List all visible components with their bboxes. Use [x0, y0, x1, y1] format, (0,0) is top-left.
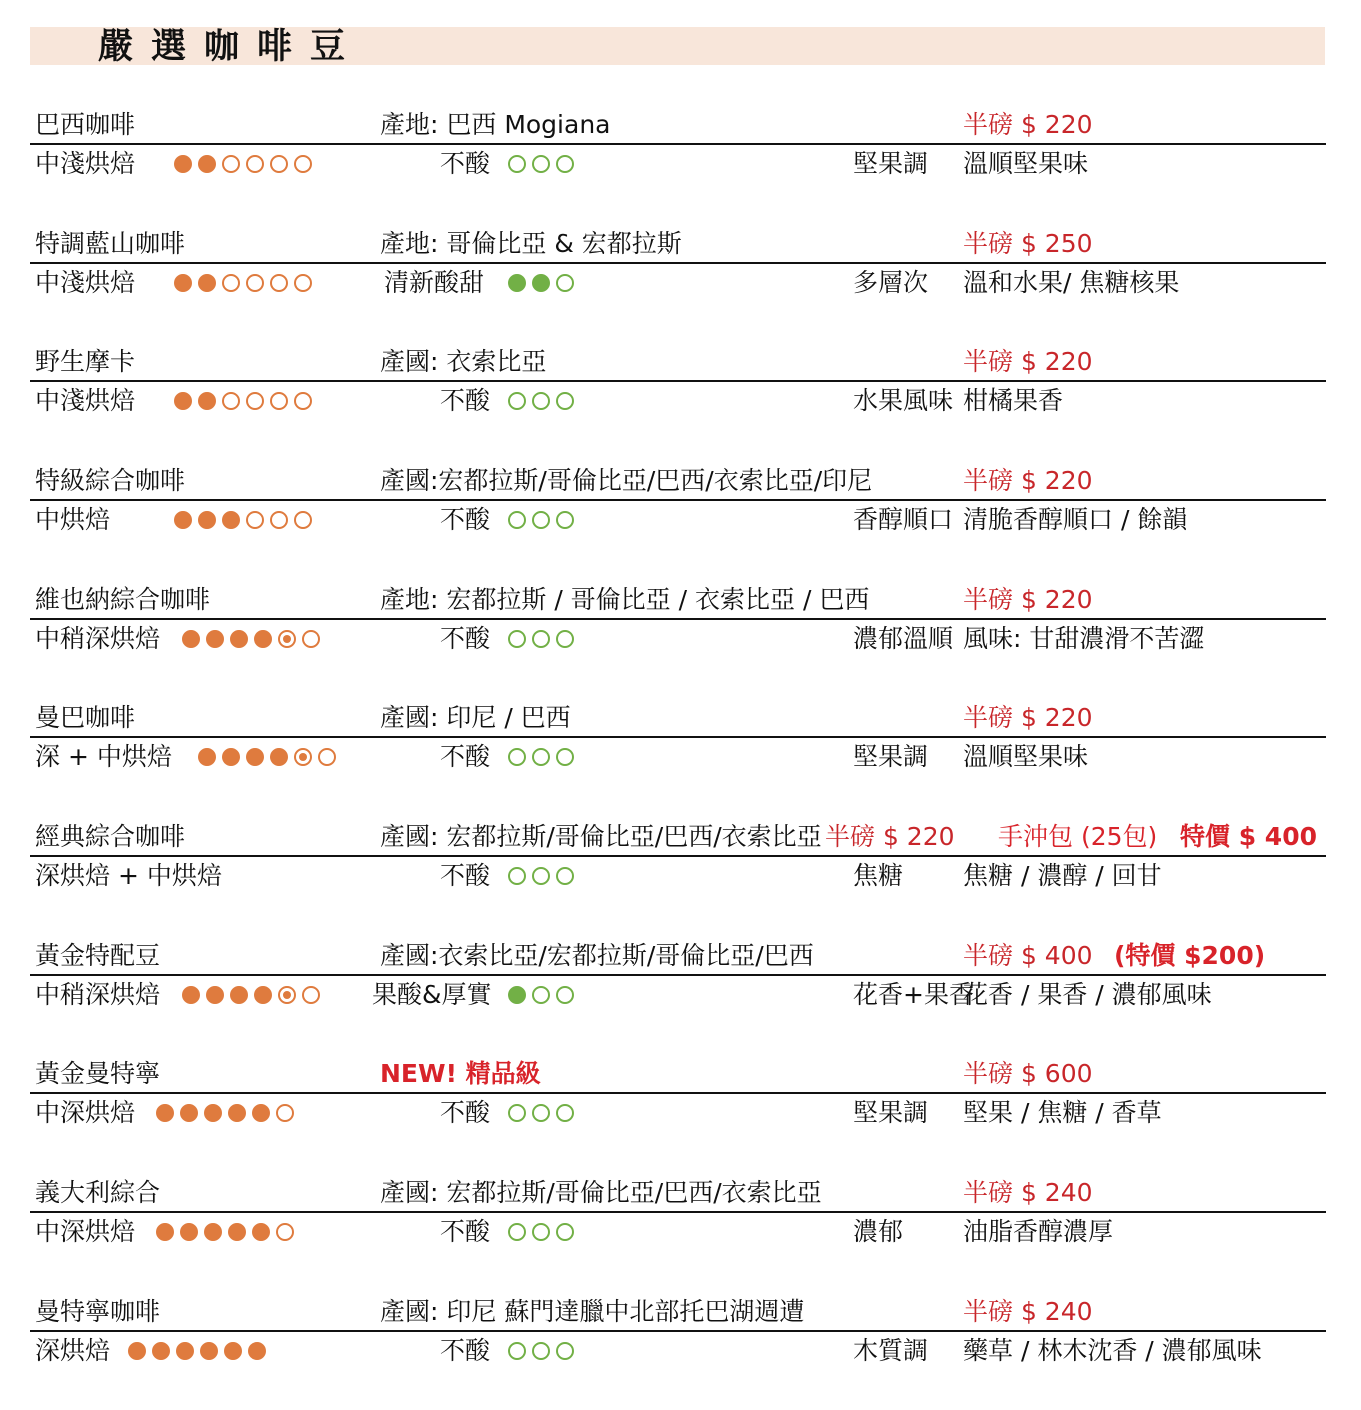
- acidity-dot-empty: [532, 630, 550, 648]
- acidity-dot-empty: [532, 1223, 550, 1241]
- acidity-dot-empty: [532, 1342, 550, 1360]
- coffee-name: 特級綜合咖啡: [35, 466, 186, 495]
- roast-dot-filled: [198, 748, 216, 766]
- roast-level: 中烘焙: [35, 505, 111, 534]
- flavor-note: 濃郁: [853, 1217, 904, 1246]
- flavor-description: 溫順堅果味: [963, 149, 1089, 178]
- roast-dot-filled: [252, 1104, 270, 1122]
- flavor-description: 藥草 / 林木沈香 / 濃郁風味: [963, 1336, 1262, 1365]
- acidity-dot-empty: [508, 511, 526, 529]
- flavor-description: 堅果 / 焦糖 / 香草: [963, 1098, 1162, 1127]
- roast-dot-filled: [176, 1342, 194, 1360]
- acidity-label: 不酸: [440, 1336, 491, 1365]
- roast-dot-partial: [278, 630, 296, 648]
- new-badge: NEW! 精品級: [380, 1059, 541, 1088]
- acidity-dot-empty: [556, 867, 574, 885]
- coffee-name: 特調藍山咖啡: [35, 229, 186, 258]
- acidity-dots: [508, 511, 574, 531]
- acidity-dot-empty: [532, 986, 550, 1004]
- acidity-dot-empty: [556, 274, 574, 292]
- flavor-note: 濃郁溫順: [853, 624, 954, 653]
- acidity-dot-empty: [532, 392, 550, 410]
- roast-dot-empty: [270, 511, 288, 529]
- coffee-price: 半磅 $ 220: [963, 585, 1093, 614]
- roast-dots: [182, 630, 320, 650]
- row-divider: [30, 1092, 1326, 1094]
- row-divider: [30, 736, 1326, 738]
- roast-level: 深 + 中烘焙: [35, 742, 172, 771]
- roast-level: 中淺烘焙: [35, 386, 136, 415]
- roast-dot-empty: [270, 155, 288, 173]
- acidity-dot-empty: [508, 748, 526, 766]
- coffee-price: 半磅 $ 220: [963, 466, 1093, 495]
- acidity-dot-empty: [556, 748, 574, 766]
- roast-dot-partial: [278, 986, 296, 1004]
- row-divider: [30, 499, 1326, 501]
- roast-dot-filled: [174, 511, 192, 529]
- acidity-dots: [508, 867, 574, 887]
- roast-dot-filled: [180, 1223, 198, 1241]
- roast-level: 中深烘焙: [35, 1098, 136, 1127]
- roast-dot-empty: [270, 392, 288, 410]
- coffee-origin: 產地: 宏都拉斯 / 哥倫比亞 / 衣索比亞 / 巴西: [380, 585, 870, 614]
- acidity-dot-empty: [508, 155, 526, 173]
- acidity-dot-empty: [508, 1342, 526, 1360]
- flavor-note: 堅果調: [853, 1098, 929, 1127]
- roast-dot-empty: [294, 392, 312, 410]
- coffee-origin: 產國: 宏都拉斯/哥倫比亞/巴西/衣索比亞: [380, 1178, 822, 1207]
- coffee-entry: [0, 224, 1361, 304]
- roast-dot-empty: [246, 392, 264, 410]
- roast-dot-filled: [200, 1342, 218, 1360]
- coffee-price: 半磅 $ 240: [963, 1297, 1093, 1326]
- coffee-price: 半磅 $ 220: [963, 703, 1093, 732]
- roast-level: 深烘焙 + 中烘焙: [35, 861, 222, 890]
- flavor-note: 香醇順口: [853, 505, 954, 534]
- coffee-name: 經典綜合咖啡: [35, 822, 186, 851]
- acidity-dot-filled: [532, 274, 550, 292]
- acidity-dot-empty: [508, 1223, 526, 1241]
- row-divider: [30, 143, 1326, 145]
- roast-level: 中淺烘焙: [35, 149, 136, 178]
- coffee-name: 黃金曼特寧: [35, 1059, 161, 1088]
- roast-dot-empty: [246, 155, 264, 173]
- roast-dot-filled: [180, 1104, 198, 1122]
- coffee-name: 黃金特配豆: [35, 941, 161, 970]
- roast-dot-empty: [276, 1104, 294, 1122]
- acidity-dot-empty: [508, 867, 526, 885]
- coffee-price: 半磅 $ 220: [963, 110, 1093, 139]
- roast-dots: [128, 1342, 266, 1362]
- roast-dot-empty: [318, 748, 336, 766]
- roast-dot-filled: [198, 274, 216, 292]
- acidity-dot-empty: [556, 155, 574, 173]
- acidity-dot-empty: [508, 392, 526, 410]
- flavor-note: 木質調: [853, 1336, 929, 1365]
- coffee-entry: [0, 1292, 1361, 1372]
- special-price: 特價 $ 400: [1180, 822, 1317, 851]
- roast-dot-filled: [204, 1223, 222, 1241]
- roast-dot-filled: [198, 511, 216, 529]
- row-divider: [30, 618, 1326, 620]
- acidity-dot-filled: [508, 274, 526, 292]
- coffee-price: 半磅 $ 220: [825, 822, 955, 851]
- roast-dots: [174, 274, 312, 294]
- flavor-description: 風味: 甘甜濃滑不苦澀: [963, 624, 1205, 653]
- roast-dots: [174, 155, 312, 175]
- row-divider: [30, 380, 1326, 382]
- row-divider: [30, 1211, 1326, 1213]
- flavor-note: 焦糖: [853, 861, 904, 890]
- roast-dots: [156, 1223, 294, 1243]
- row-divider: [30, 1330, 1326, 1332]
- roast-dot-filled: [224, 1342, 242, 1360]
- acidity-label: 果酸&厚實: [372, 980, 492, 1009]
- coffee-price: 半磅 $ 240: [963, 1178, 1093, 1207]
- roast-dot-filled: [156, 1104, 174, 1122]
- roast-dot-empty: [294, 274, 312, 292]
- coffee-entry: [0, 1054, 1361, 1134]
- acidity-label: 不酸: [440, 149, 491, 178]
- roast-level: 中深烘焙: [35, 1217, 136, 1246]
- roast-dot-filled: [174, 392, 192, 410]
- roast-dot-filled: [230, 986, 248, 1004]
- acidity-label: 不酸: [440, 386, 491, 415]
- coffee-origin: 產國:衣索比亞/宏都拉斯/哥倫比亞/巴西: [380, 941, 814, 970]
- roast-dots: [174, 392, 312, 412]
- acidity-dot-empty: [508, 1104, 526, 1122]
- roast-dot-filled: [128, 1342, 146, 1360]
- flavor-description: 溫和水果/ 焦糖核果: [963, 268, 1180, 297]
- acidity-dots: [508, 1342, 574, 1362]
- roast-dot-filled: [198, 155, 216, 173]
- roast-dots: [198, 748, 336, 768]
- acidity-dot-empty: [556, 511, 574, 529]
- coffee-entry: [0, 936, 1361, 1016]
- roast-dot-filled: [246, 748, 264, 766]
- acidity-dot-empty: [532, 155, 550, 173]
- row-divider: [30, 974, 1326, 976]
- roast-dot-empty: [294, 155, 312, 173]
- coffee-origin: 產地: 巴西 Mogiana: [380, 110, 611, 139]
- roast-dots: [156, 1104, 294, 1124]
- acidity-label: 不酸: [440, 1098, 491, 1127]
- roast-dot-filled: [222, 511, 240, 529]
- coffee-name: 義大利綜合: [35, 1178, 161, 1207]
- flavor-note: 花香+果香: [853, 980, 974, 1009]
- acidity-dots: [508, 155, 574, 175]
- coffee-name: 野生摩卡: [35, 347, 136, 376]
- roast-dots: [182, 986, 320, 1006]
- roast-dot-empty: [270, 274, 288, 292]
- acidity-label: 清新酸甜: [384, 268, 485, 297]
- acidity-dots: [508, 1223, 574, 1243]
- coffee-entry: [0, 580, 1361, 660]
- roast-dot-empty: [302, 986, 320, 1004]
- acidity-dot-empty: [508, 630, 526, 648]
- coffee-entry: [0, 461, 1361, 541]
- flavor-note: 多層次: [853, 268, 929, 297]
- drip-bag-label: 手沖包 (25包): [998, 822, 1158, 851]
- coffee-name: 曼特寧咖啡: [35, 1297, 161, 1326]
- roast-dot-empty: [222, 155, 240, 173]
- roast-dot-filled: [252, 1223, 270, 1241]
- roast-dot-filled: [182, 630, 200, 648]
- acidity-dots: [508, 986, 574, 1006]
- coffee-entry: [0, 105, 1361, 185]
- acidity-label: 不酸: [440, 624, 491, 653]
- acidity-dot-filled: [508, 986, 526, 1004]
- roast-dot-empty: [294, 511, 312, 529]
- acidity-dot-empty: [556, 392, 574, 410]
- acidity-dots: [508, 630, 574, 650]
- acidity-dot-empty: [556, 1342, 574, 1360]
- roast-dot-filled: [198, 392, 216, 410]
- roast-dot-filled: [228, 1104, 246, 1122]
- roast-dot-filled: [230, 630, 248, 648]
- roast-level: 中淺烘焙: [35, 268, 136, 297]
- coffee-origin: 產地: 哥倫比亞 & 宏都拉斯: [380, 229, 682, 258]
- roast-dot-filled: [206, 630, 224, 648]
- acidity-dot-empty: [532, 1104, 550, 1122]
- coffee-origin: 產國:宏都拉斯/哥倫比亞/巴西/衣索比亞/印尼: [380, 466, 873, 495]
- coffee-origin: 產國: 宏都拉斯/哥倫比亞/巴西/衣索比亞: [380, 822, 822, 851]
- acidity-dot-empty: [556, 986, 574, 1004]
- flavor-description: 花香 / 果香 / 濃郁風味: [963, 980, 1212, 1009]
- roast-dot-filled: [222, 748, 240, 766]
- coffee-price: 半磅 $ 250: [963, 229, 1093, 258]
- coffee-entry: [0, 342, 1361, 422]
- roast-dot-filled: [152, 1342, 170, 1360]
- roast-dot-empty: [246, 511, 264, 529]
- flavor-description: 柑橘果香: [963, 386, 1064, 415]
- acidity-dot-empty: [532, 511, 550, 529]
- roast-dot-filled: [254, 986, 272, 1004]
- roast-level: 深烘焙: [35, 1336, 111, 1365]
- flavor-description: 焦糖 / 濃醇 / 回甘: [963, 861, 1162, 890]
- roast-dot-empty: [246, 274, 264, 292]
- row-divider: [30, 262, 1326, 264]
- acidity-dot-empty: [556, 1223, 574, 1241]
- roast-dot-filled: [254, 630, 272, 648]
- roast-dot-partial: [294, 748, 312, 766]
- coffee-name: 維也納綜合咖啡: [35, 585, 211, 614]
- coffee-entry: [0, 698, 1361, 778]
- flavor-description: 溫順堅果味: [963, 742, 1089, 771]
- coffee-price: 半磅 $ 400: [963, 941, 1093, 970]
- acidity-dots: [508, 274, 574, 294]
- roast-dot-filled: [248, 1342, 266, 1360]
- acidity-label: 不酸: [440, 1217, 491, 1246]
- acidity-dots: [508, 1104, 574, 1124]
- roast-dot-filled: [204, 1104, 222, 1122]
- roast-dot-filled: [182, 986, 200, 1004]
- roast-dot-filled: [228, 1223, 246, 1241]
- acidity-dot-empty: [556, 630, 574, 648]
- acidity-label: 不酸: [440, 742, 491, 771]
- roast-dot-filled: [156, 1223, 174, 1241]
- acidity-dot-empty: [532, 748, 550, 766]
- acidity-label: 不酸: [440, 861, 491, 890]
- acidity-dot-empty: [532, 867, 550, 885]
- roast-dot-filled: [174, 155, 192, 173]
- coffee-name: 巴西咖啡: [35, 110, 136, 139]
- flavor-note: 堅果調: [853, 149, 929, 178]
- roast-dot-empty: [302, 630, 320, 648]
- roast-dot-empty: [222, 392, 240, 410]
- roast-dot-filled: [174, 274, 192, 292]
- coffee-entry: [0, 817, 1361, 897]
- coffee-entry: [0, 1173, 1361, 1253]
- flavor-description: 油脂香醇濃厚: [963, 1217, 1114, 1246]
- acidity-dot-empty: [556, 1104, 574, 1122]
- coffee-origin: 產國: 衣索比亞: [380, 347, 547, 376]
- coffee-price: 半磅 $ 220: [963, 347, 1093, 376]
- roast-dot-filled: [270, 748, 288, 766]
- page-title: 嚴選咖啡豆: [98, 27, 364, 67]
- special-price: (特價 $200): [1114, 941, 1266, 970]
- flavor-description: 清脆香醇順口 / 餘韻: [963, 505, 1188, 534]
- row-divider: [30, 855, 1326, 857]
- roast-dot-empty: [276, 1223, 294, 1241]
- flavor-note: 堅果調: [853, 742, 929, 771]
- flavor-note: 水果風味: [853, 386, 954, 415]
- coffee-origin: 產國: 印尼 蘇門達臘中北部托巴湖週遭: [380, 1297, 805, 1326]
- roast-dot-empty: [222, 274, 240, 292]
- roast-level: 中稍深烘焙: [35, 980, 161, 1009]
- roast-level: 中稍深烘焙: [35, 624, 161, 653]
- roast-dot-filled: [206, 986, 224, 1004]
- acidity-dots: [508, 392, 574, 412]
- coffee-price: 半磅 $ 600: [963, 1059, 1093, 1088]
- coffee-name: 曼巴咖啡: [35, 703, 136, 732]
- acidity-dots: [508, 748, 574, 768]
- roast-dots: [174, 511, 312, 531]
- acidity-label: 不酸: [440, 505, 491, 534]
- coffee-origin: 產國: 印尼 / 巴西: [380, 703, 571, 732]
